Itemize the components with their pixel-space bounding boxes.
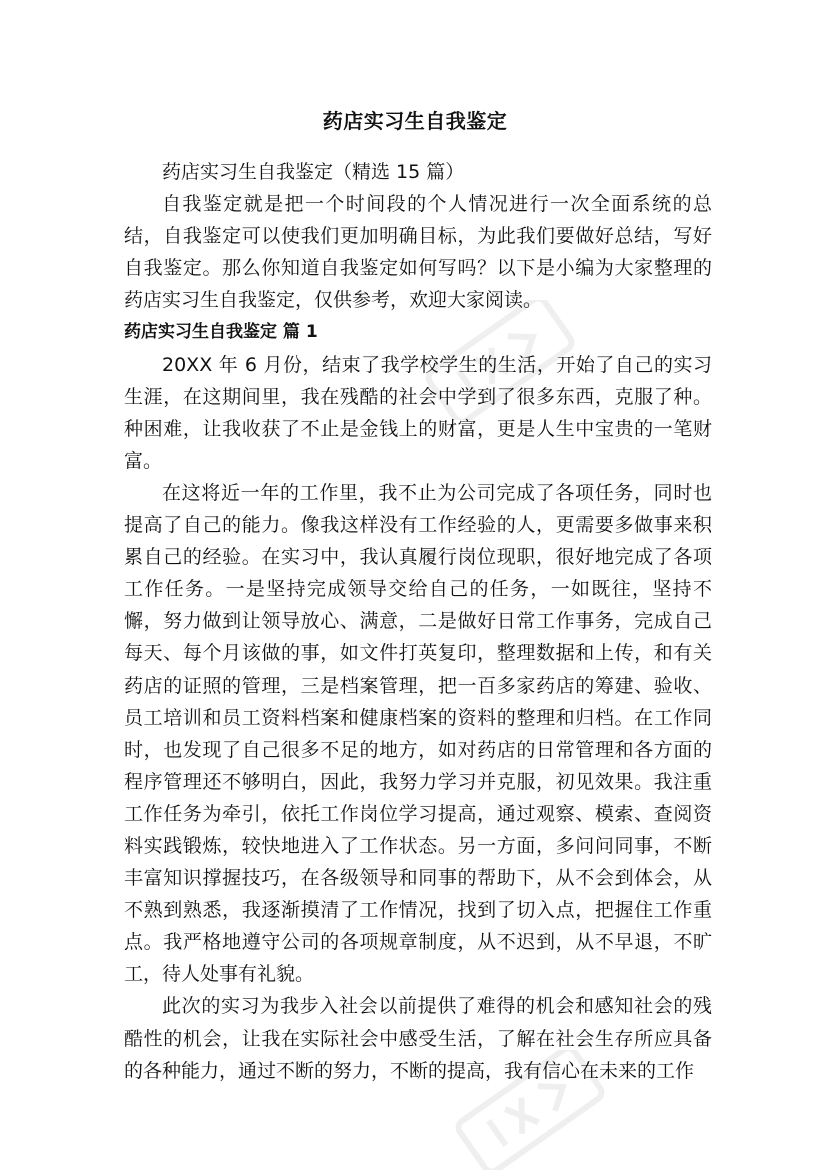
intro-paragraph: 自我鉴定就是把一个时间段的个人情况进行一次全面系统的总结，自我鉴定可以使我们更加明确目标，为此我们要做好总结，写好自我鉴定。那么你知道自我鉴定如何写吗？以下是小编为大家整理的药店实习生自我鉴定，仅供参考，欢迎大家阅读。 [124,193,712,312]
document-body [124,156,712,1087]
body-paragraph: 20XX 年 6 月份，结束了我学校学生的生活，开始了自己的实习生涯，在这期间里，我在残酷的社会中学到了很多东西，克服了种。种困难，让我收获了不止是金钱上的财富，更是人生中宝贵的一笔财富。 [124,353,712,472]
document-subtitle: 药店实习生自我鉴定（精选 15 篇） [162,161,465,183]
body-paragraph: 在这将近一年的工作里，我不止为公司完成了各项任务，同时也提高了自己的能力。像我这样没有工作经验的人，更需要多做事来积累自己的经验。在实习中，我认真履行岗位现职，很好地完成了各项工作任务。一是坚持完成领导交给自己的任务，一如既往，坚持不懈，努力做到让领导放心、满意，二是做好日常工作事务，完成自己每天、每个月该做的事，如文件打英复印，整理数据和上传，和有关药店的证照的管理，三是档案管理，把一百多家药店的筹建、验收、员工培训和员工资料档案和健康档案的资料的整理和归档。在工作同时，也发现了自己很多不足的地方，如对药店的日常管理和各方面的程序管理还不够明白，因此，我努力学习并克服，初见效果。我注重工作任务为牵引，依托工作岗位学习提高，通过观察、模索、查阅资料实践锻炼，较快地进入了工作状态。另一方面，多问问同事，不断丰富知识撑握技巧，在各级领导和同事的帮助下，从不会到体会，从不熟到熟悉，我逐渐摸清了工作情况，找到了切入点，把握住工作重点。我严格地遵守公司的各项规章制度，从不迟到，从不早退，不旷工，待人处事有礼貌。 [124,481,712,986]
page-title: 药店实习生自我鉴定 [322,109,508,133]
body-paragraph: 此次的实习为我步入社会以前提供了难得的机会和感知社会的残酷性的机会，让我在实际社会中感受生活，了解在社会生存所应具备的各种能力，通过不断的努力，不断的提高，我有信心在未来的工作 [124,995,712,1082]
section-heading: 药店实习生自我鉴定 篇 1 [124,322,318,343]
